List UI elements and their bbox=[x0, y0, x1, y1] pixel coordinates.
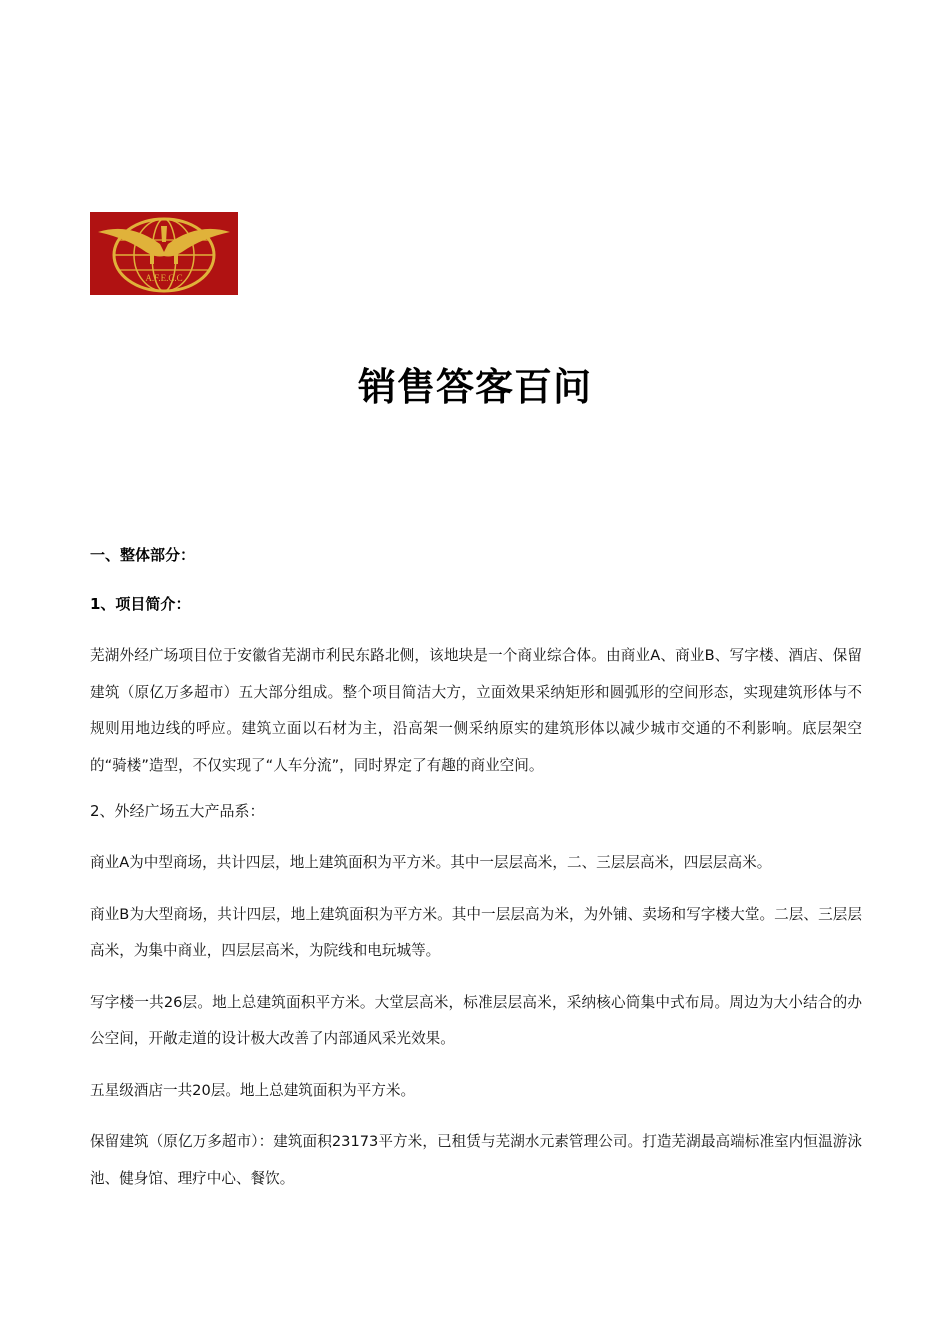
product-paragraph-commercial-b: 商业B为大型商场，共计四层，地上建筑面积为平方米。其中一层层高为米，为外铺、卖场和写字楼大堂。二层、三层层高米，为集中商业，四层层高米，为院线和电玩城等。 bbox=[90, 905, 862, 959]
product-paragraph-commercial-a: 商业A为中型商场，共计四层，地上建筑面积为平方米。其中一层层高米，二、三层层高米，四层层高米。 bbox=[90, 854, 772, 871]
page-title: 销售答客百问 bbox=[357, 365, 592, 409]
product-paragraph-retained-building: 保留建筑（原亿万多超市）：建筑面积23173平方米，已租赁与芜湖水元素管理公司。打造芜湖最高端标准室内恒温游泳池、健身馆、理疗中心、餐饮。 bbox=[90, 1133, 862, 1187]
afecc-emblem-icon bbox=[90, 212, 238, 295]
logo-lettering: A.F.E.C.C bbox=[145, 273, 183, 283]
product-paragraph-office-tower: 写字楼一共26层。地上总建筑面积平方米。大堂层高米，标准层层高米，采纳核心筒集中式布局。周边为大小结合的办公空间，开敞走道的设计极大改善了内部通风采光效果。 bbox=[90, 993, 862, 1047]
document-body bbox=[90, 543, 862, 1212]
subsection-heading-intro: 1、项目简介： bbox=[90, 595, 191, 613]
project-intro-paragraph: 芜湖外经广场项目位于安徽省芜湖市利民东路北侧，该地块是一个商业综合体。由商业A、商业B、写字楼、酒店、保留建筑（原亿万多超市）五大部分组成。整个项目简洁大方，立面效果采纳矩形和圆弧形的空间形态，实现建筑形体与不规则用地边线的呼应。建筑立面以石材为主，沿高架一侧采纳原实的建筑形体以减少城市交通的不利影响。底层架空的“骑楼”造型，不仅实现了“人车分流”，同时界定了有趣的商业空间。 bbox=[90, 647, 862, 774]
section-heading: 一、整体部分： bbox=[90, 546, 196, 564]
product-paragraph-hotel: 五星级酒店一共20层。地上总建筑面积为平方米。 bbox=[90, 1081, 416, 1099]
subsection-heading-products: 2、外经广场五大产品系： bbox=[90, 802, 265, 820]
company-logo bbox=[90, 212, 238, 295]
